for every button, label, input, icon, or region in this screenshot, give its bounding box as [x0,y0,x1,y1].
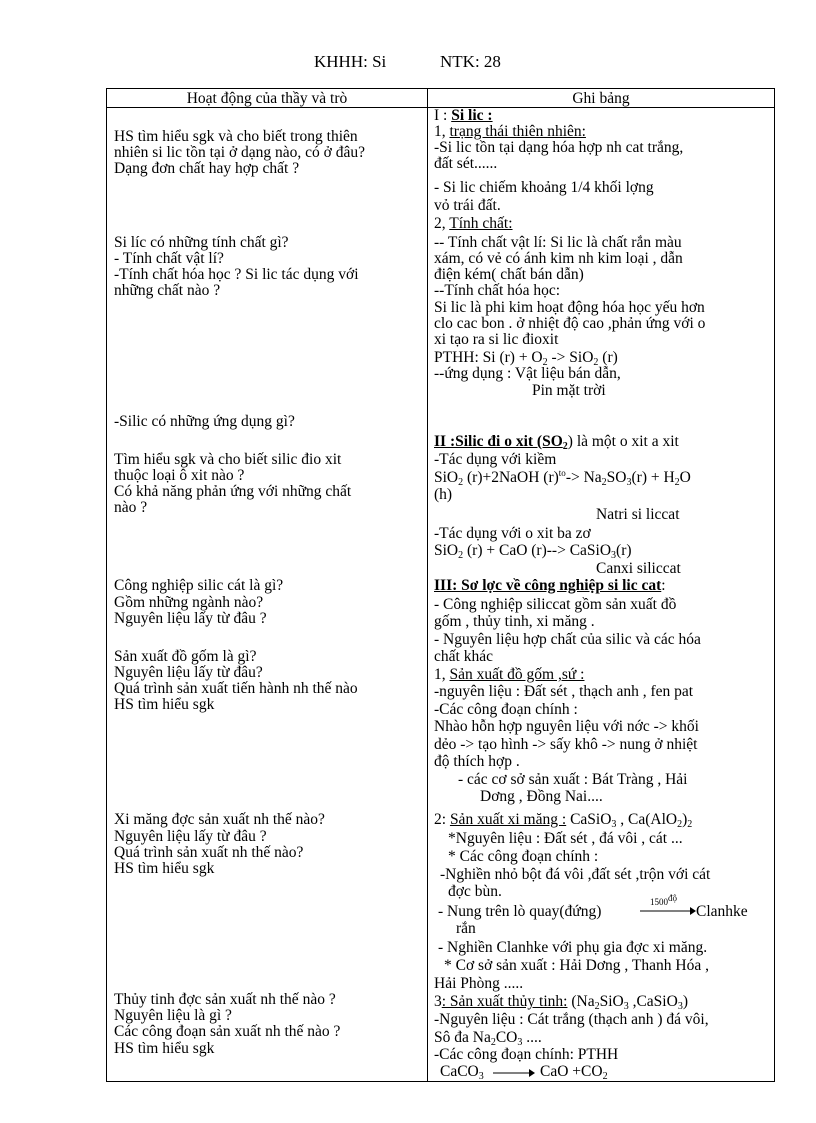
note-line: - Nghiền Clanhke với phụ gia đợc xi măng. [438,939,708,956]
firing-temperature: $1500^{độ}$ [650,893,677,907]
product-name: Natri si liccat [596,506,680,523]
question-line: Gồm những ngành nào? [114,594,264,611]
note-line: -nguyên liệu : Đất sét , thạch anh , fen pat [434,683,694,700]
column-header-activities: Hoạt động của thầy và trò [186,90,348,107]
note-line: *Nguyên liệu : Đất sét , đá vôi , cát ... [448,830,683,847]
product-name: Clanhke [696,903,748,920]
question-line: Si líc có những tính chất gì? [114,234,289,251]
question-line: Thủy tinh đợc sản xuất nh thế nào ? [114,991,336,1008]
note-line: - các cơ sở sản xuất : Bát Tràng , Hải [458,771,688,788]
note-line: Dơng , Đồng Nai.... [480,788,603,805]
question-line: -Tính chất hóa học ? Si lic tác dụng với [114,266,359,283]
note-line: -Nguyên liệu : Cát trắng (thạch anh ) đá vôi, [434,1011,709,1028]
note-line: - Công nghiệp siliccat gồm sản xuất đồ [434,596,677,613]
note-line: --Tính chất hóa học: [434,282,561,299]
equation-sio2-cao: SiO$_2$ (r) + CaO (r)--> CaSiO$_3$(r) [434,542,632,561]
question-line: Có khả năng phản ứng với những chất [114,483,352,500]
product-name: Canxi siliccat [596,560,681,577]
question-line: thuộc loại ô xit nào ? [114,467,245,484]
reaction-arrow-icon [493,1068,535,1078]
note-line: * Các công đoạn chính : [448,848,599,865]
note-line: Nhào hỗn hợp nguyên liệu với nớc -> khối [434,718,699,735]
subsection-properties: 2, Tính chất: [434,215,513,232]
note-line: rắn [456,920,476,937]
note-line: độ thích hợp . [434,753,520,770]
note-line: xi tạo ra si lic đioxit [434,331,559,348]
cement-firing-step: - Nung trên lò quay(đứng) [438,903,602,920]
note-line: --ứng dụng : Vật liệu bán dẫn, [434,365,621,382]
note-line: * Cơ sở sản xuất : Hải Dơng , Thanh Hóa , [444,957,709,974]
note-line: điện kém( chất bán dẫn) [434,266,584,283]
subsection-ceramics: 1, Sản xuất đồ gốm ,sứ : [434,666,585,683]
section-heading-silicon: I : Si lic : [434,107,493,124]
element-symbol: KHHH: Si [314,52,387,71]
note-line: -Nghiền nhỏ bột đá vôi ,đất sét ,trộn với cát [440,866,711,883]
column-divider [427,89,428,1081]
note-line: - Si lic chiếm khoảng 1/4 khối lợng [434,179,654,196]
question-line: Dạng đơn chất hay hợp chất ? [114,160,300,177]
question-line: nhiên si lic tồn tại ở dạng nào, có ở đâu? [114,144,365,161]
question-line: Sản xuất đồ gốm là gì? [114,648,257,665]
question-line: HS tìm hiểu sgk và cho biết trong thiên [114,128,358,145]
question-line: Xi măng đợc sản xuất nh thế nào? [114,811,325,828]
question-line: những chất nào ? [114,282,221,299]
note-line: -Các công đoạn chính: PTHH [434,1046,619,1063]
question-line: - Tính chất vật lí? [114,250,224,267]
note-line: xám, có vẻ có ánh kim nh kim loại , dẫn [434,250,683,267]
equation-products: CaO $+CO_2$ [540,1063,608,1082]
equation-sio2-naoh: SiO$_2$ (r)+2NaOH $(r)^{to}-> Na_2SO_3(r) + H_2O$ [434,467,691,488]
question-line: Nguyên liệu lấy từ đâu? [114,664,263,681]
note-line: - Nguyên liệu hợp chất của silic và các hóa [434,631,701,648]
section-heading-silica: II :Silic đi o xit $(SO_2)$ là một o xit a xit [434,433,679,452]
question-line: Nguyên liệu lấy từ đâu ? [114,828,267,845]
note-line: -Si lic tồn tại dạng hóa hợp nh cat trắng, [434,139,684,156]
question-line: Các công đoạn sản xuất nh thế nào ? [114,1023,341,1040]
note-line: chất khác [434,648,493,665]
question-line: -Silic có những ứng dụng gì? [114,413,295,430]
question-line: HS tìm hiểu sgk [114,696,215,713]
note-line: -- Tính chất vật lí: Si lic là chất rắn màu [434,234,682,251]
equation-caco3-decomposition: CaCO$_3$ [440,1063,484,1082]
note-line: clo cac bon . ở nhiệt độ cao ,phản ứng với o [434,315,706,332]
question-line: nào ? [114,499,148,516]
note-line: -Các công đoạn chính : [434,701,578,718]
note-line: đợc bùn. [448,883,502,900]
note-line: Pin mặt trời [532,382,606,399]
subsection-natural-state: 1, trạng thái thiên nhiên: [434,123,586,140]
note-line: -Tác dụng với kiềm [434,451,557,468]
note-line: vỏ trái đất. [434,197,501,214]
note-line: (h) [434,486,453,503]
atomic-mass: NTK: 28 [440,52,501,71]
question-line: HS tìm hiểu sgk [114,860,215,877]
note-line: Hải Phòng ..... [434,975,524,992]
question-line: Quá trình sản xuất nh thế nào? [114,844,304,861]
equation-si-oxidation: PTHH: Si $(r) + O_2 -> SiO_2$ (r) [434,349,618,368]
note-line: gốm , thủy tinh, xi măng . [434,613,595,630]
section-heading-silicate-industry: III: Sơ lợc về công nghiệp si lic cat: [434,577,666,594]
question-line: Nguyên liệu là gì ? [114,1007,232,1024]
note-line: dẻo -> tạo hình -> sấy khô -> nung ở nhiệt [434,736,698,753]
subsection-cement: 2: Sản xuất xi măng : CaSiO$_3$ , $Ca(AlO_2)_2$ [434,811,693,830]
subsection-glass: 3: Sản xuất thủy tinh: ($Na_2SiO_3$ ,CaSiO$_3$) [434,993,688,1012]
question-line: Quá trình sản xuất tiến hành nh thế nào [114,680,358,697]
question-line: Nguyên liệu lấy từ đâu ? [114,610,267,627]
reaction-arrow-icon [640,906,696,916]
note-line: đất sét...... [434,155,498,172]
question-line: Công nghiệp silic cát là gì? [114,577,284,594]
question-line: Tìm hiểu sgk và cho biết silic đio xit [114,451,342,468]
note-line: Si lic là phi kim hoạt động hóa học yếu hơn [434,299,705,316]
note-line: Sô đa $Na_2CO_3$ .... [434,1029,542,1048]
column-header-notes: Ghi bảng [572,90,630,107]
note-line: -Tác dụng với o xit ba zơ [434,525,591,542]
question-line: HS tìm hiểu sgk [114,1040,215,1057]
